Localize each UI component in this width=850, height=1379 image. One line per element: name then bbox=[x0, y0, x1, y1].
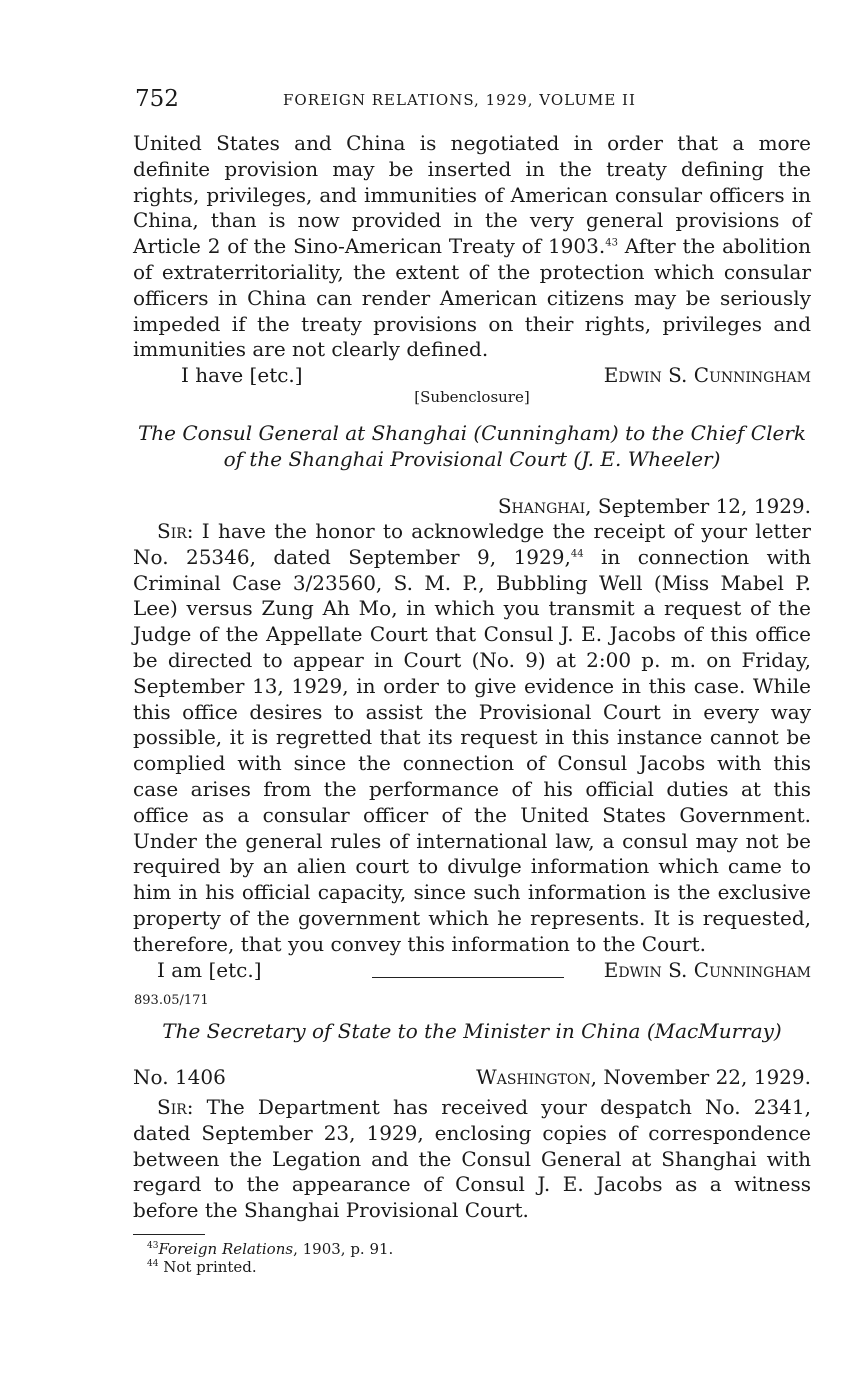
closing-line bbox=[133, 363, 811, 389]
footnote-ref-44: 44 bbox=[570, 548, 584, 560]
despatch-body bbox=[133, 1095, 811, 1224]
footnote: $^{43}$Foreign Relations, 1903, p. 91. bbox=[147, 1240, 394, 1258]
closing: I am [etc.] bbox=[157, 957, 262, 982]
subenclosure-paragraph: Sir: I have the honor to acknowledge the receipt of your letter No. 25346, dated September 9, 1929,44 in connection with Criminal Case 3/23560, S. M. P., Bubbling Well (Miss Mabel P. Lee) versus Zung Ah Mo, in which you transmit a request of the Judge of the Appellate Court that Consul J. E. Jacobs of this office be directed to appear in Court (No. 9) at 2:00 p. m. on Friday, September 13, 1929, in order to give evidence in this case. While this office desires to assist the Provisional Court in every way possible, it is regretted that its request in this instance cannot be complied with since the connection of Consul Jacobs with this case arises from the performance of his official duties at this office as a consular officer of the United States Government. Under the general rules of international law, a consul may not be required by an alien court to divulge information which came to him in his official capacity, since such information is the exclusive property of the government which he represents. It is requested, therefore, that you convey this information to the Court. bbox=[133, 519, 811, 956]
footnote: $^{44}$ Not printed. bbox=[147, 1258, 257, 1276]
page-number: 752 bbox=[135, 86, 179, 112]
running-title: FOREIGN RELATIONS, 1929, VOLUME II bbox=[283, 91, 636, 109]
subenclosure-label: [Subenclosure] bbox=[414, 388, 530, 406]
despatch-number-line bbox=[133, 1065, 811, 1089]
footnotes bbox=[147, 1240, 393, 1276]
subenclosure-dateline: Shanghai, September 12, 1929. bbox=[497, 494, 811, 518]
despatch-paragraph: Sir: The Department has received your despatch No. 2341, dated September 23, 1929, enclosing copies of correspondence between the Legation and the Consul General at Shanghai with regard to the appearance of Consul J. E. Jacobs as a witness before the Shanghai Provisional Court. bbox=[133, 1095, 811, 1223]
signature: Edwin S. Cunningham bbox=[603, 363, 811, 388]
subenclosure-title: The Consul General at Shanghai (Cunningham) to the Chief Clerk of the Shanghai Provisional Court (J. E. Wheeler) bbox=[137, 421, 807, 471]
subenclosure-body bbox=[133, 519, 811, 983]
continuation-paragraph: United States and China is negotiated in order that a more definite provision may be inserted in the treaty defining the rights, privileges, and immunities of American consular officers in China, than is now provided in the very general provisions of Article 2 of the Sino-American Treaty of 1903.43 After the abolition of extraterritoriality, the extent of the protection which consular officers in China can render American citizens may be seriously impeded if the treaty provisions on their rights, privileges and immunities are not clearly defined. bbox=[133, 131, 811, 362]
footnote-ref-43: 43 bbox=[605, 237, 618, 249]
closing: I have [etc.] bbox=[181, 363, 303, 388]
file-number: 893.05/171 bbox=[134, 993, 209, 1008]
letter-continuation bbox=[133, 131, 811, 389]
signature: Edwin S. Cunningham bbox=[603, 957, 811, 982]
footnote-rule bbox=[133, 1234, 205, 1235]
page-header bbox=[135, 86, 811, 116]
closing-line bbox=[133, 958, 811, 984]
despatch-number: No. 1406 bbox=[133, 1065, 226, 1089]
section-divider bbox=[372, 977, 564, 978]
despatch-dateline: Washington, November 22, 1929. bbox=[476, 1065, 811, 1089]
document-title: The Secretary of State to the Minister in China (MacMurray) bbox=[162, 1019, 782, 1043]
